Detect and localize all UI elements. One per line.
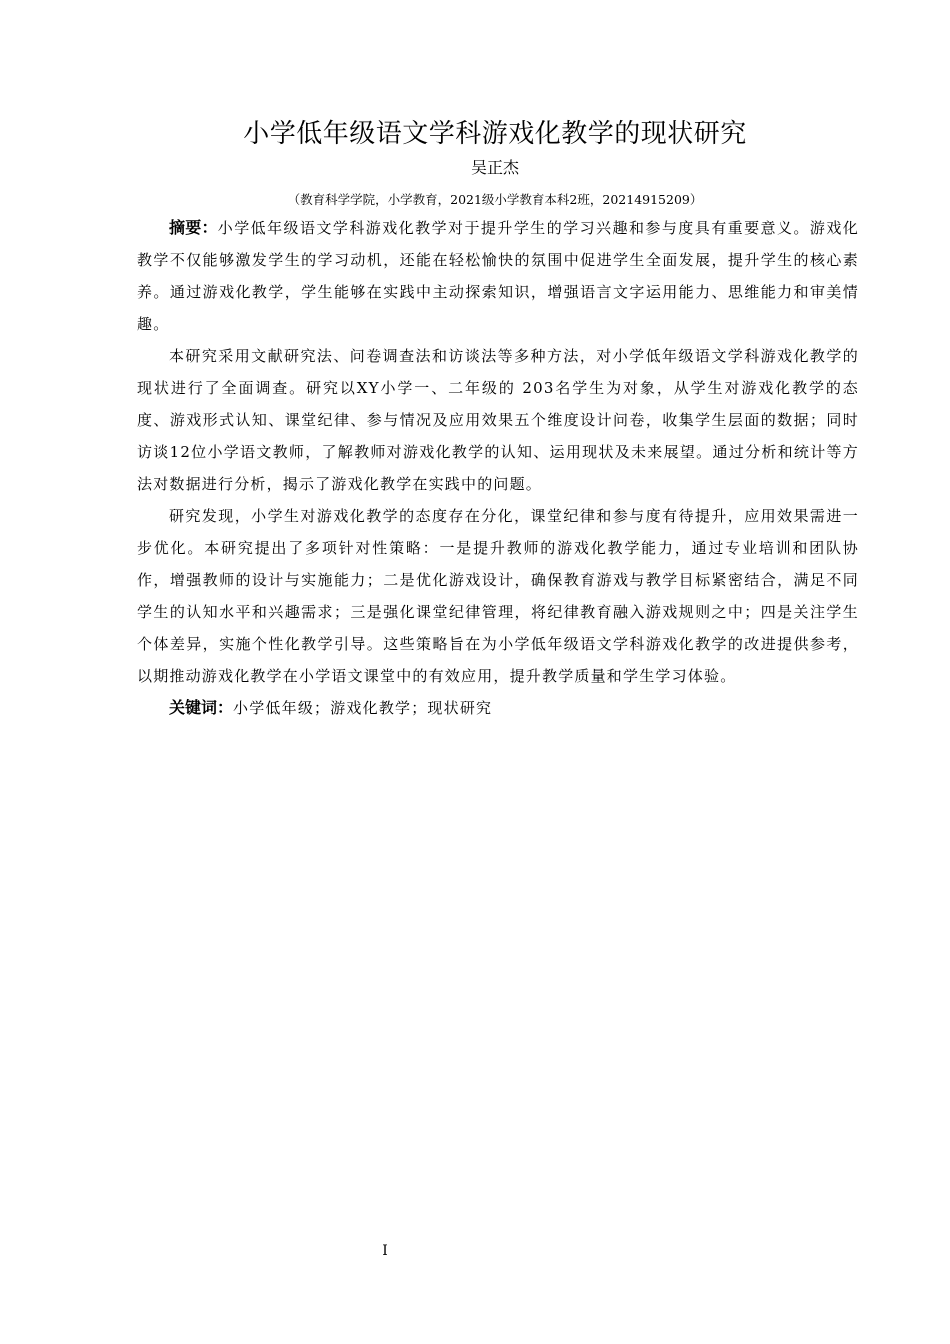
author-name: 吴正杰	[470, 158, 519, 177]
keywords-label: 关键词：	[169, 698, 234, 717]
paper-title: 小学低年级语文学科游戏化教学的现状研究	[243, 119, 747, 149]
abstract-label: 摘要：	[169, 218, 218, 237]
abstract-paragraph-2: 本研究采用文献研究法、问卷调查法和访谈法等多种方法，对小学低年级语文学科游戏化教学的现状进行了全面调查。研究以XY小学一、二年级的 203名学生为对象，从学生对游戏化教学的态度、游戏形式认知、课堂纪律、参与情况及应用效果五个维度设计问卷，收集学生层面的数据；同时访谈12位小学语文教师，了解教师对游戏化教学的认知、运用现状及未来展望。通过分析和统计等方法对数据进行分析，揭示了游戏化教学在实践中的问题。	[137, 347, 859, 493]
page-number: I	[382, 1243, 388, 1259]
abstract-paragraph-3: 研究发现，小学生对游戏化教学的态度存在分化，课堂纪律和参与度有待提升，应用效果需进一步优化。本研究提出了多项针对性策略：一是提升教师的游戏化教学能力，通过专业培训和团队协作，增强教师的设计与实施能力；二是优化游戏设计，确保教育游戏与教学目标紧密结合，满足不同学生的认知水平和兴趣需求；三是强化课堂纪律管理，将纪律教育融入游戏规则之中；四是关注学生个体差异，实施个性化教学引导。这些策略旨在为小学低年级语文学科游戏化教学的改进提供参考，以期推动游戏化教学在小学语文课堂中的有效应用，提升教学质量和学生学习体验。	[137, 507, 859, 685]
keywords-line	[137, 692, 859, 724]
author-affiliation: （教育科学学院，小学教育，2021级小学教育本科2班，20214915209）	[287, 192, 703, 207]
keywords-text: 小学低年级；游戏化教学；现状研究	[233, 699, 493, 717]
abstract-section	[137, 212, 859, 724]
abstract-text-1: 小学低年级语文学科游戏化教学对于提升学生的学习兴趣和参与度具有重要意义。游戏化教学不仅能够激发学生的学习动机，还能在轻松愉快的氛围中促进学生全面发展，提升学生的核心素养。通过游戏化教学，学生能够在实践中主动探索知识，增强语言文字运用能力、思维能力和审美情趣。	[137, 219, 859, 333]
abstract-paragraph-1	[137, 212, 859, 340]
